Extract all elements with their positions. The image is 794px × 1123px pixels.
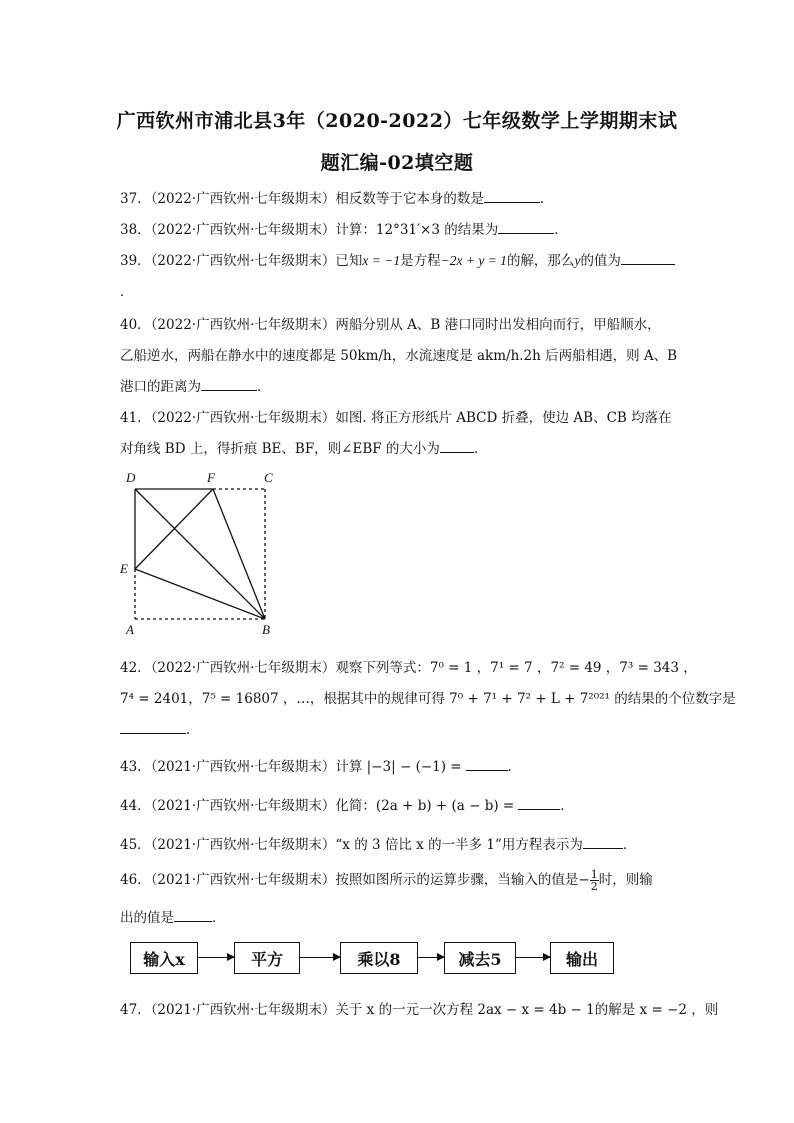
question-source: （2022·广西钦州·七年级期末） xyxy=(150,222,336,238)
label-A: A xyxy=(126,622,134,637)
question-source: （2022·广西钦州·七年级期末） xyxy=(150,253,336,269)
square-fold-figure xyxy=(110,465,290,645)
answer-blank xyxy=(174,909,212,922)
answer-blank xyxy=(466,758,508,771)
question-45 xyxy=(120,833,636,853)
question-40-line3 xyxy=(120,375,271,395)
label-B: B xyxy=(262,622,270,637)
question-end: ． xyxy=(560,798,574,814)
answer-blank xyxy=(621,252,675,265)
question-38 xyxy=(120,218,568,238)
question-42-line3 xyxy=(120,718,200,738)
question-end: ． xyxy=(257,379,271,395)
question-source: （2021·广西钦州·七年级期末） xyxy=(150,798,336,814)
question-source: （2022·广西钦州·七年级期末） xyxy=(150,191,336,207)
question-43 xyxy=(120,755,521,775)
question-end: ． xyxy=(554,222,568,238)
question-42 xyxy=(120,656,697,676)
flow-arrow-4 xyxy=(516,957,550,958)
question-end: ． xyxy=(186,722,200,738)
flow-box-input: 输入x xyxy=(130,942,198,974)
diagonal-BD xyxy=(135,489,265,619)
page-title-line1: 广西钦州市浦北县3年（2020-2022）七年级数学上学期期末试 xyxy=(116,110,678,132)
question-source: （2022·广西钦州·七年级期末） xyxy=(150,410,336,426)
question-number: 44． xyxy=(120,798,151,814)
fraction-one-half xyxy=(590,869,599,892)
question-source: （2021·广西钦州·七年级期末） xyxy=(150,837,336,853)
question-number: 39． xyxy=(120,253,151,269)
question-text: 化简：(2a + b) + (a − b) = xyxy=(335,798,515,814)
label-D: D xyxy=(126,470,136,485)
flow-arrow-1 xyxy=(198,957,234,958)
question-44 xyxy=(120,794,574,814)
question-text: 时，则输 xyxy=(598,872,653,888)
question-end: ． xyxy=(539,191,554,207)
denominator: 2 xyxy=(590,880,598,893)
label-F: F xyxy=(207,470,215,485)
question-text: 对角线 BD 上，得折痕 BE、BF，则∠EBF 的大小为 xyxy=(120,441,440,457)
flow-arrow-2 xyxy=(300,957,340,958)
question-39-end: ． xyxy=(120,284,134,300)
question-number: 47． xyxy=(120,1002,151,1018)
label-C: C xyxy=(264,470,273,485)
question-46 xyxy=(120,868,653,892)
question-end: ． xyxy=(507,759,522,775)
answer-blank xyxy=(120,721,186,734)
question-number: 43． xyxy=(120,759,151,775)
answer-blank xyxy=(201,378,257,391)
question-42-line2: 7⁴ = 2401，7⁵ = 16807 ，…，根据其中的规律可得 7⁰ + 7¹ + 7² + L + 7²⁰²¹ 的结果的个位数字是 xyxy=(120,691,736,707)
question-source: （2022·广西钦州·七年级期末） xyxy=(150,660,336,676)
question-number: 45． xyxy=(120,837,151,853)
question-text: 两船分别从 A、B 港口同时出发相向而行，甲船顺水， xyxy=(335,317,661,333)
variable: y xyxy=(574,253,581,268)
question-text: 相反数等于它本身的数是 xyxy=(335,191,484,207)
question-source: （2021·广西钦州·七年级期末） xyxy=(150,759,336,775)
question-text: 如图. 将正方形纸片 ABCD 折叠，使边 AB、CB 均落在 xyxy=(335,410,672,426)
question-number: 46． xyxy=(120,872,151,888)
question-39 xyxy=(120,249,675,269)
question-source: （2021·广西钦州·七年级期末） xyxy=(150,872,336,888)
question-text: 是方程 xyxy=(400,253,441,269)
question-text: “x 的 3 倍比 x 的一半多 1”用方程表示为 xyxy=(335,837,583,853)
question-source: （2022·广西钦州·七年级期末） xyxy=(150,317,336,333)
question-47 xyxy=(120,998,718,1018)
question-number: 41． xyxy=(120,410,151,426)
question-number: 37． xyxy=(120,191,151,207)
answer-blank xyxy=(484,190,540,203)
question-text: 出的值是 xyxy=(120,910,174,926)
question-source: （2021·广西钦州·七年级期末） xyxy=(150,1002,336,1018)
answer-blank xyxy=(518,797,560,810)
question-end: ． xyxy=(212,910,226,926)
flow-arrow-3 xyxy=(418,957,444,958)
question-41-line2 xyxy=(120,437,487,457)
equation: x = −1 xyxy=(362,253,401,268)
answer-blank xyxy=(498,221,554,234)
question-41 xyxy=(120,406,672,426)
answer-blank xyxy=(583,836,623,849)
crease-BE xyxy=(135,569,265,619)
question-text: 关于 x 的一元一次方程 2ax − x = 4b − 1的解是 x = −2 ，则 xyxy=(335,1002,719,1018)
flow-box-subtract: 减去5 xyxy=(444,942,516,974)
question-text: 的解，那么 xyxy=(506,253,575,269)
question-end: ． xyxy=(473,441,488,457)
flow-box-square: 平方 xyxy=(234,942,300,974)
page-title-line2: 题汇编-02填空题 xyxy=(320,152,474,174)
question-text: 港口的距离为 xyxy=(120,379,201,395)
answer-blank xyxy=(440,440,474,453)
equation: −2x + y = 1 xyxy=(440,253,507,268)
question-number: 40． xyxy=(120,317,151,333)
question-40 xyxy=(120,313,661,333)
flow-box-output: 输出 xyxy=(550,942,614,974)
question-text: 观察下列等式：7⁰ = 1 ，7¹ = 7 ，7² = 49 ，7³ = 343 ， xyxy=(335,660,697,676)
question-46-line2 xyxy=(120,906,226,926)
question-text: 已知 xyxy=(335,253,363,269)
question-37 xyxy=(120,187,553,207)
question-text: 的值为 xyxy=(580,253,621,269)
question-text: 按照如图所示的运算步骤，当输入的值是 xyxy=(335,872,579,888)
label-E: E xyxy=(120,561,128,576)
minus-sign: − xyxy=(578,872,590,888)
question-number: 38． xyxy=(120,222,151,238)
crease-BF xyxy=(213,489,265,619)
question-text: 计算 |−3| − (−1) = xyxy=(335,759,462,775)
flow-box-multiply: 乘以8 xyxy=(340,942,418,974)
question-end: ． xyxy=(622,837,637,853)
question-number: 42． xyxy=(120,660,151,676)
question-40-line2: 乙船逆水，两船在静水中的速度都是 50km/h，水流速度是 akm/h.2h 后两船相遇，则 A、B xyxy=(120,348,678,364)
numerator: 1 xyxy=(590,868,598,881)
question-text: 计算：12°31′×3 的结果为 xyxy=(335,222,499,238)
